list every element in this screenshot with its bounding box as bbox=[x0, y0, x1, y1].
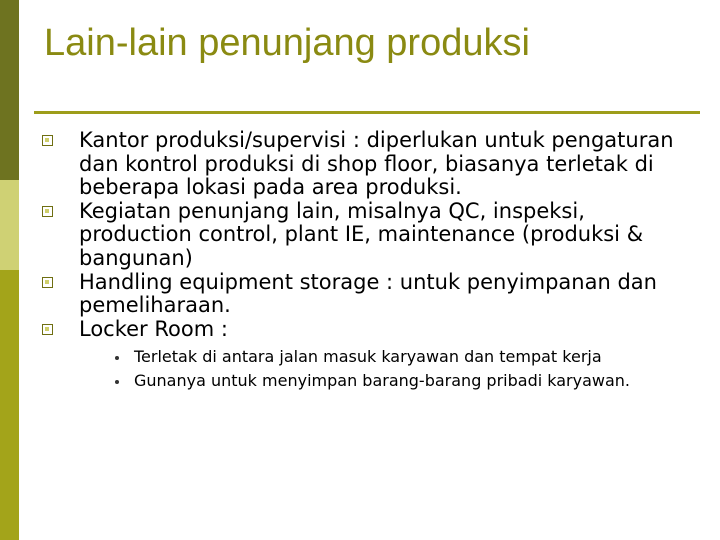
sub-bullet-item bbox=[42, 369, 682, 393]
square-bullet-icon bbox=[42, 135, 53, 146]
dot-bullet-icon bbox=[115, 380, 119, 384]
sidebar-accent-mid bbox=[0, 270, 19, 540]
sidebar-accent-dark bbox=[0, 0, 19, 180]
dot-bullet-icon bbox=[115, 356, 119, 360]
slide-title: Lain-lain penunjang produksi bbox=[44, 22, 530, 64]
bullet-text: Kantor produksi/supervisi : diperlukan untuk pengaturan dan kontrol produksi di shop floor, biasanya terletak di beberapa lokasi pada area produksi. bbox=[79, 128, 674, 200]
bullet-text: Kegiatan penunjang lain, misalnya QC, inspeksi, production control, plant IE, maintenance (produksi & bangunan) bbox=[79, 198, 644, 270]
square-bullet-icon bbox=[42, 324, 53, 335]
square-bullet-icon bbox=[42, 277, 53, 288]
sub-bullet-text: Gunanya untuk menyimpan barang-barang pribadi karyawan. bbox=[134, 371, 631, 391]
bullet-item bbox=[42, 129, 682, 200]
title-divider bbox=[34, 111, 700, 114]
sidebar-accent-light bbox=[0, 180, 19, 270]
sub-bullet-text: Terletak di antara jalan masuk karyawan dan tempat kerja bbox=[134, 347, 602, 367]
bullet-item bbox=[42, 271, 682, 318]
bullet-item bbox=[42, 318, 682, 342]
bullet-list bbox=[42, 129, 682, 393]
sub-bullet-item bbox=[42, 345, 682, 369]
square-bullet-icon bbox=[42, 206, 53, 217]
bullet-item bbox=[42, 200, 682, 271]
bullet-text: Locker Room : bbox=[79, 316, 228, 341]
sub-bullet-list bbox=[42, 345, 682, 393]
bullet-text: Handling equipment storage : untuk penyimpanan dan pemeliharaan. bbox=[79, 269, 657, 318]
